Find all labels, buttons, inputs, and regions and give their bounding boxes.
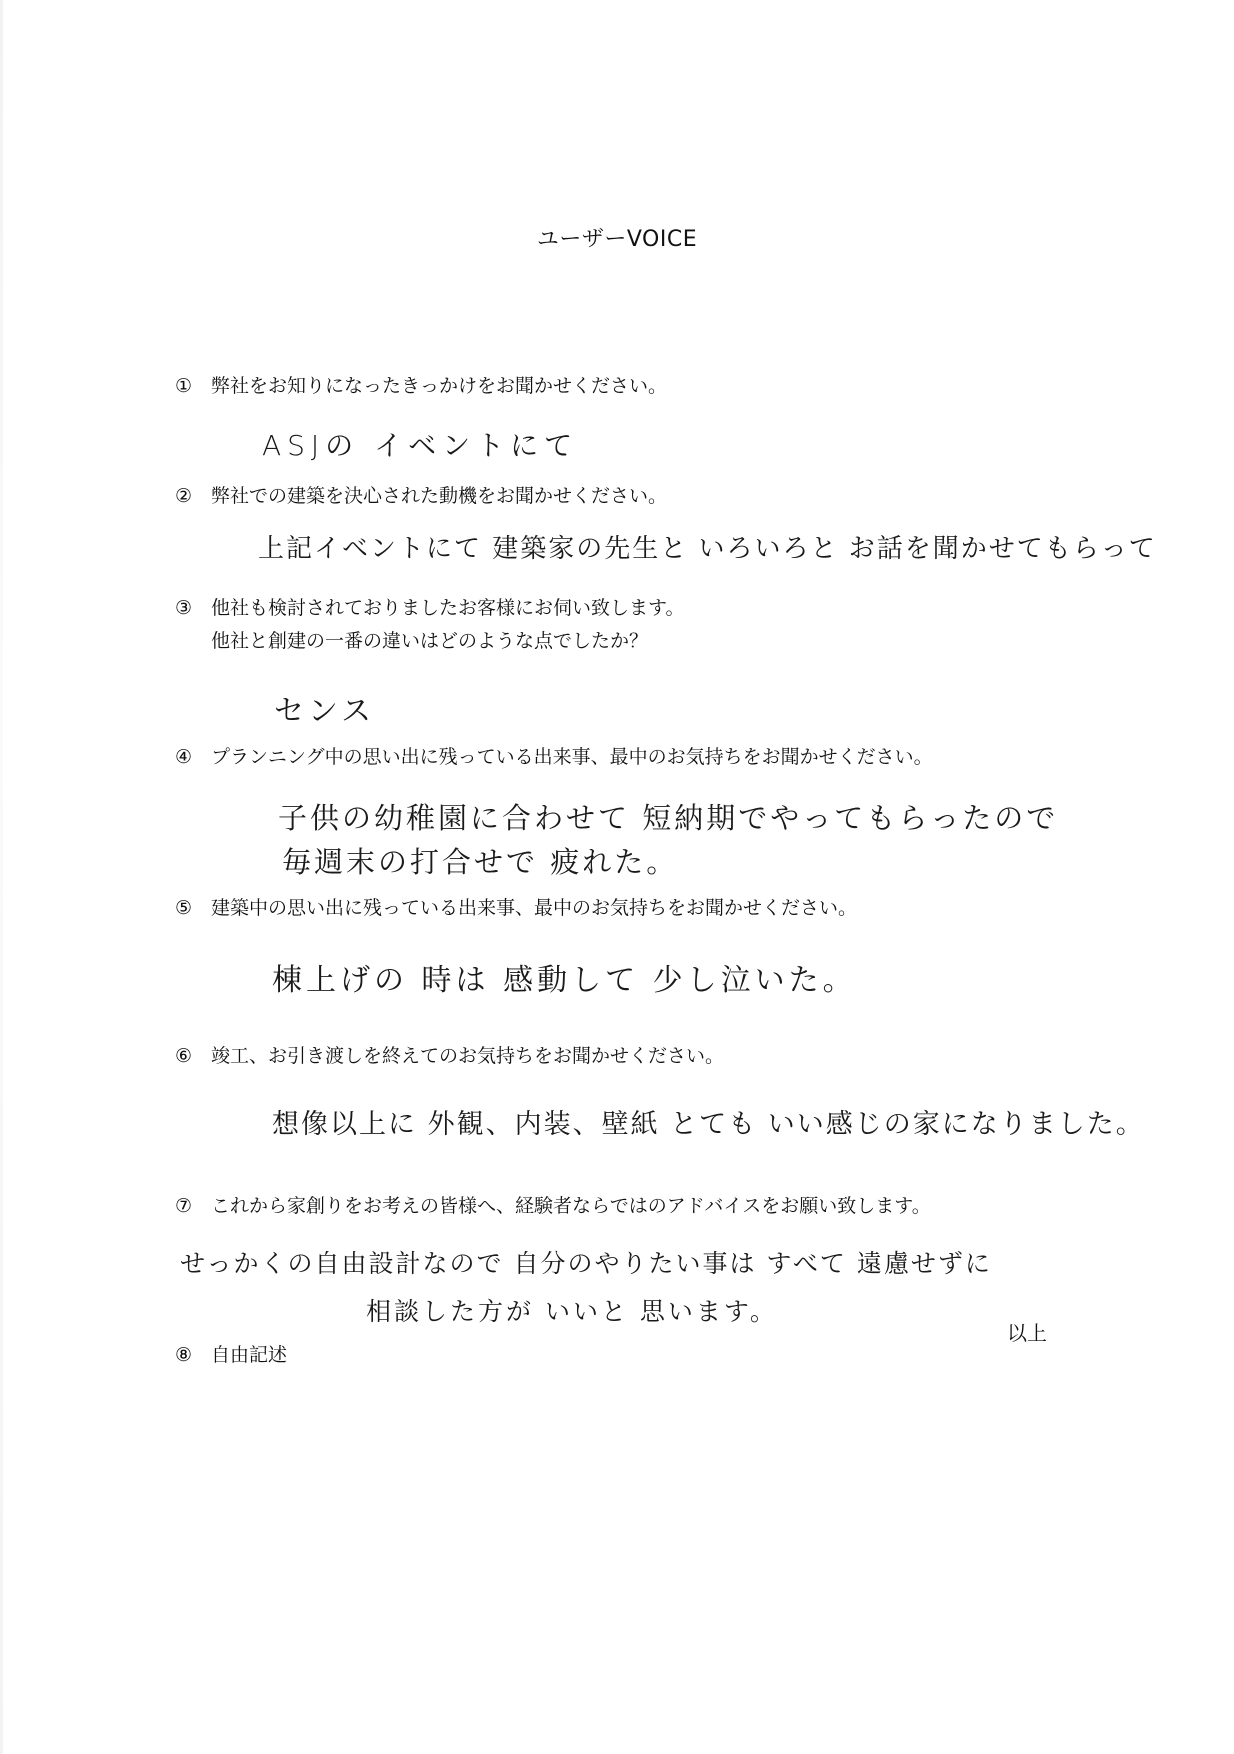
question-number: ①: [175, 375, 193, 397]
handwritten-answer-3: センス: [274, 694, 376, 729]
question-number: ⑧: [175, 1344, 193, 1366]
question-number: ⑥: [175, 1045, 193, 1067]
question-text: 建築中の思い出に残っている出来事、最中のお気持ちをお聞かせください。: [211, 897, 858, 919]
question-text-line2: 他社と創建の一番の違いはどのような点でしたか？: [211, 630, 649, 652]
question-text: 他社も検討されておりましたお客様にお伺い致します。: [211, 597, 685, 619]
question-number: ②: [175, 485, 193, 507]
question-number: ⑦: [175, 1195, 193, 1217]
handwritten-answer-4-line2: 毎週末の打合せで 疲れた。: [282, 845, 679, 879]
question-8: [175, 1339, 287, 1372]
question-1: [175, 370, 667, 403]
handwritten-answer-1: ASJの イベントにて: [262, 429, 579, 462]
question-text: 弊社をお知りになったきっかけをお聞かせください。: [211, 375, 668, 397]
handwritten-answer-6: 想像以上に 外観、内装、壁紙 とても いい感じの家になりました。: [272, 1109, 1145, 1140]
handwritten-answer-4-line1: 子供の幼稚園に合わせて 短納期でやってもらったので: [278, 801, 1059, 835]
question-text: 竣工、お引き渡しを終えてのお気持ちをお聞かせください。: [211, 1045, 725, 1067]
question-7: [175, 1190, 931, 1223]
question-text: プランニング中の思い出に残っている出来事、最中のお気持ちをお聞かせください。: [211, 746, 933, 768]
question-4: [175, 741, 933, 774]
handwritten-answer-7-line1: せっかくの自由設計なので 自分のやりたい事は すべて 遠慮せずに: [180, 1249, 992, 1278]
question-number: ⑤: [175, 897, 193, 919]
page-title: ユーザーVOICE: [536, 227, 698, 252]
question-5: [175, 892, 857, 925]
question-text: これから家創りをお考えの皆様へ、経験者ならではのアドバイスをお願い致します。: [211, 1195, 931, 1217]
question-3: [175, 592, 684, 658]
scan-edge: [0, 0, 3, 1754]
question-number: ④: [175, 746, 193, 768]
closing-mark: 以上: [1007, 1321, 1047, 1345]
question-text: 自由記述: [211, 1344, 288, 1366]
question-number: ③: [175, 597, 193, 619]
handwritten-answer-5: 棟上げの 時は 感動して 少し泣いた。: [272, 963, 857, 998]
question-text: 弊社での建築を決心された動機をお聞かせください。: [211, 485, 668, 507]
question-2: [175, 480, 667, 513]
question-6: [175, 1040, 724, 1073]
handwritten-answer-2: 上記イベントにて 建築家の先生と いろいろと お話を聞かせてもらって: [258, 534, 1157, 564]
handwritten-answer-7-line2: 相談した方が いいと 思います。: [366, 1297, 778, 1326]
